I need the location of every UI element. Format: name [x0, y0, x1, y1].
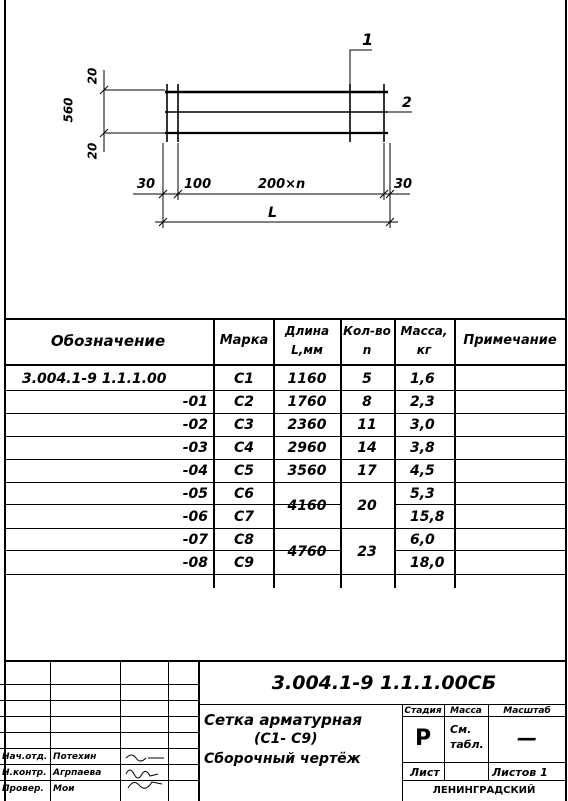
dim-bottom-label: 20 [85, 142, 100, 160]
scale-label: Масштаб [503, 706, 551, 716]
stage-label: Стадия [404, 706, 442, 716]
table-row-mark: С3 [233, 417, 255, 433]
dim-right-label: 30 [394, 177, 413, 192]
table-row-length: 1160 [287, 371, 327, 387]
table-row-mass: 5,3 [410, 486, 435, 502]
table-header-rule [4, 364, 567, 366]
table-row-mark: С7 [233, 509, 255, 525]
table-row-length: 1760 [287, 394, 327, 410]
merged-qty-c6-c7: 20 [357, 498, 377, 514]
organization-name: ЛЕНИНГРАДСКИЙ [432, 785, 536, 796]
callout-1-label: 1 [362, 30, 374, 49]
table-row-mark: С9 [233, 555, 255, 571]
table-row-qty: 5 [362, 371, 372, 387]
table-row-mark: С5 [233, 463, 255, 479]
dim-length-label: L [268, 205, 277, 221]
table-row-mark: С8 [233, 532, 255, 548]
merged-qty-c8-c9: 23 [357, 544, 377, 560]
mass-value-1: См. [450, 723, 472, 736]
signatures [122, 752, 172, 792]
table-row-mark: С1 [233, 371, 255, 387]
col-header-length-1: Длина [284, 324, 330, 338]
title-block-top-rule [4, 660, 567, 662]
table-row-mass: 15,8 [410, 509, 445, 525]
sheet-label: Лист [410, 766, 440, 779]
role-label: Нач.отд. [2, 752, 48, 762]
col-header-qty-2: n [362, 343, 372, 357]
table-row-qty: 17 [357, 463, 377, 479]
table-row-mass: 3,0 [410, 417, 435, 433]
table-row-length: 2960 [287, 440, 327, 456]
table-row-mass: 2,3 [410, 394, 435, 410]
table-row-mark: С4 [233, 440, 255, 456]
dim-top-label: 20 [85, 67, 100, 85]
role-label: Провер. [2, 784, 44, 794]
table-row-mass: 18,0 [410, 555, 445, 571]
col-header-mass-2: кг [416, 343, 432, 357]
mass-label: Масса [450, 706, 482, 716]
table-row-designation: -02 [182, 417, 208, 433]
role-label: Н.контр. [2, 768, 47, 778]
table-row-length: 2360 [287, 417, 327, 433]
table-row-designation: -05 [182, 486, 208, 502]
table-row-qty: 8 [362, 394, 372, 410]
merged-length-c6-c7: 4160 [287, 498, 327, 514]
col-header-mark: Марка [219, 333, 269, 348]
table-row-mass: 4,5 [410, 463, 435, 479]
table-row-designation: -08 [182, 555, 208, 571]
table-row-mass: 3,8 [410, 440, 435, 456]
drawing-title-3: Сборочный чертёж [204, 751, 361, 767]
mass-value-2: табл. [450, 738, 484, 751]
col-header-mass-1: Масса, [400, 324, 448, 338]
callout-2-label: 2 [402, 95, 412, 111]
person-name: Мои [53, 784, 75, 794]
table-row-mark: С2 [233, 394, 255, 410]
drawing-title-2: (С1- С9) [254, 731, 318, 747]
table-row-mass: 6,0 [410, 532, 435, 548]
table-row-length: 3560 [287, 463, 327, 479]
dim-pitch-label: 200×n [258, 177, 306, 192]
table-row-designation: -04 [182, 463, 208, 479]
scale-value: — [517, 726, 537, 750]
table-row-designation: -06 [182, 509, 208, 525]
table-row-designation: -03 [182, 440, 208, 456]
table-row-mass: 1,6 [410, 371, 435, 387]
table-row-qty: 11 [357, 417, 377, 433]
drawing-title-1: Сетка арматурная [204, 711, 362, 729]
table-row-designation: -01 [182, 394, 208, 410]
table-top-rule [4, 318, 567, 320]
col-header-note: Примечание [463, 333, 557, 348]
person-name: Потехин [53, 752, 97, 762]
dim-total-label: 560 [61, 97, 76, 123]
mesh-drawing [0, 0, 568, 320]
stage-value: Р [414, 726, 432, 751]
table-row-designation: 3.004.1-9 1.1.1.00 [22, 371, 167, 387]
col-header-qty-1: Кол-во [343, 324, 391, 338]
col-header-designation: Обозначение [50, 332, 166, 350]
col-header-length-2: L,мм [291, 343, 323, 357]
merged-length-c8-c9: 4760 [287, 544, 327, 560]
dim-left-label: 30 [137, 177, 156, 192]
person-name: Агрпаева [53, 768, 102, 778]
sheets-label: Листов 1 [492, 766, 548, 779]
table-row-qty: 14 [357, 440, 377, 456]
dim-first-label: 100 [184, 177, 212, 192]
doc-code: 3.004.1-9 1.1.1.00СБ [271, 672, 497, 694]
table-row-designation: -07 [182, 532, 208, 548]
table-row-mark: С6 [233, 486, 255, 502]
